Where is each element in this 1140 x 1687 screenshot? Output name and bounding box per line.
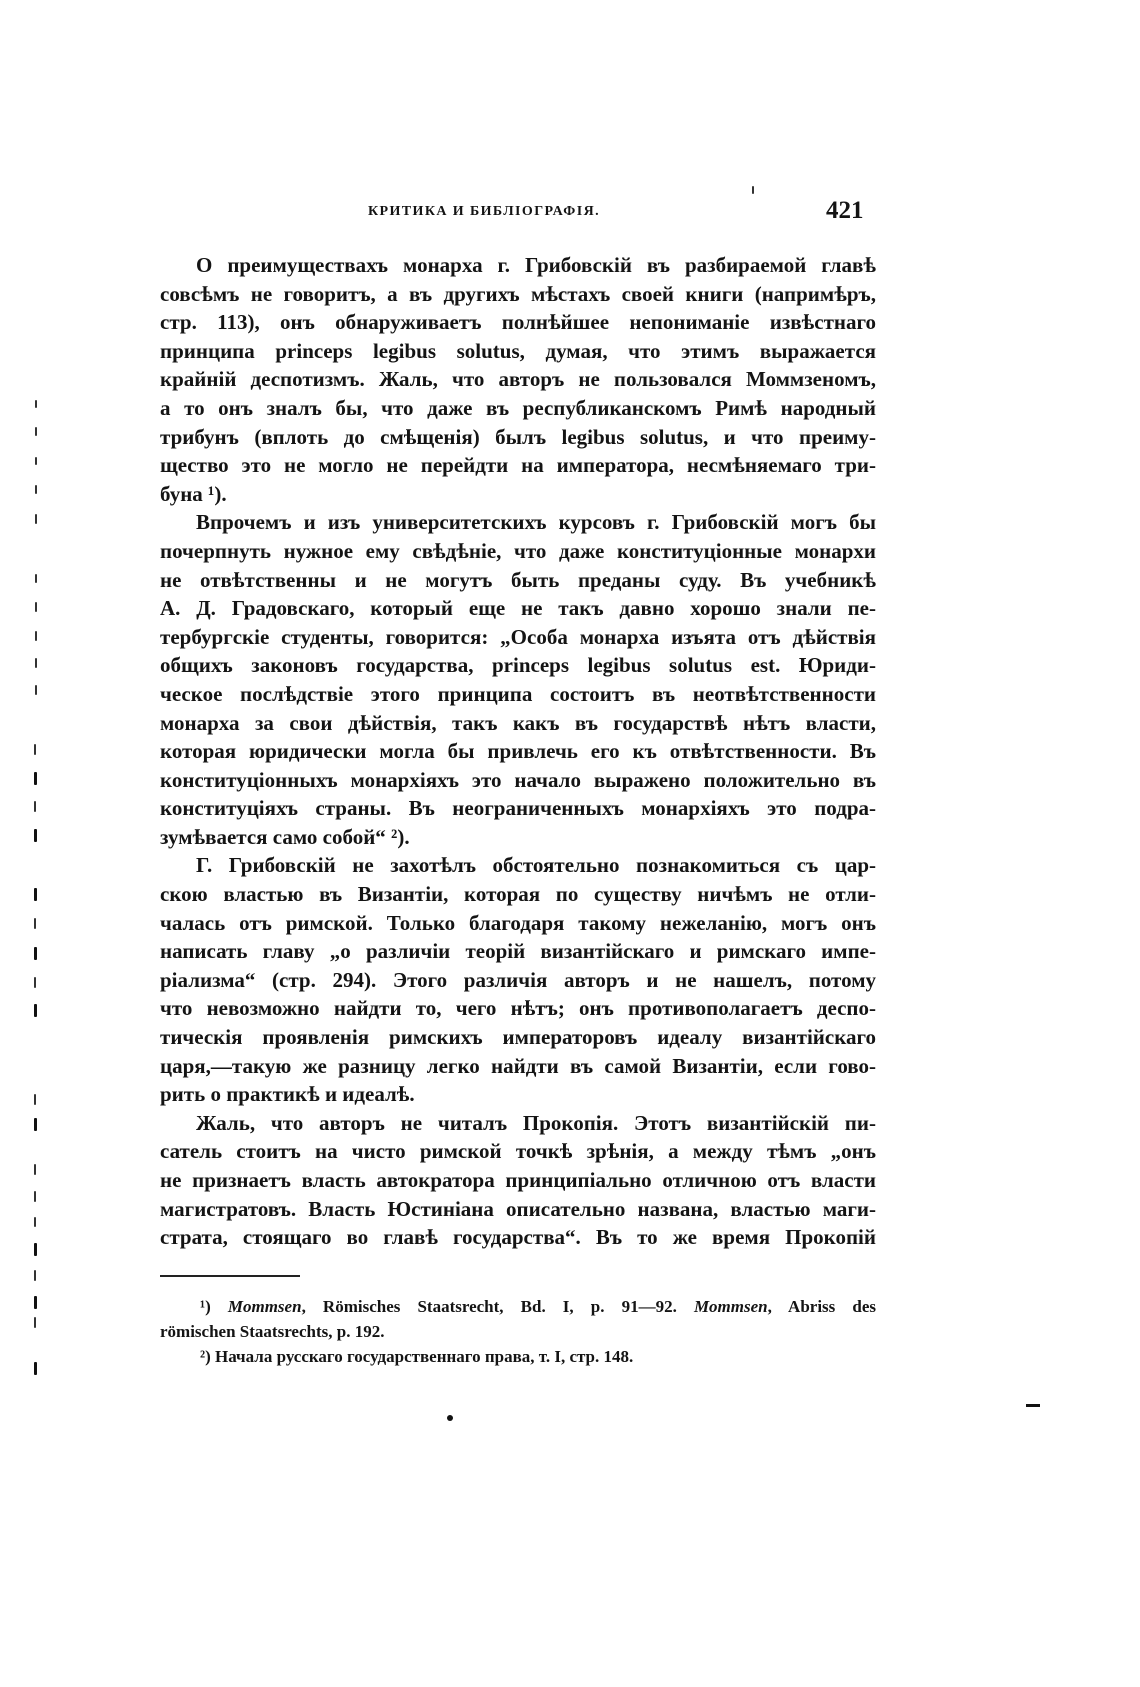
footnote-line	[160, 1344, 876, 1369]
edge-mark	[1026, 1404, 1040, 1407]
footnote-rule	[160, 1275, 300, 1277]
text-line: Г. Грибовскій не захотѣлъ обстоятельно познакомиться съ цар-	[196, 853, 876, 878]
text-line: чалась отъ римской. Только благодаря такому нежеланію, могъ онъ	[160, 910, 876, 935]
margin-mark	[34, 977, 36, 988]
margin-mark	[34, 888, 37, 901]
margin-mark	[34, 1243, 37, 1256]
margin-mark	[34, 1296, 37, 1309]
margin-mark	[34, 1217, 36, 1227]
footnote-marker: ¹)	[200, 1297, 211, 1316]
text-line: написать главу „о различіи теорій византійскаго и римскаго импе-	[160, 939, 876, 964]
text-line: принципа princeps legibus solutus, думая, что этимъ выражается	[160, 338, 876, 363]
margin-mark	[35, 631, 37, 641]
footnote-text: Начала русскаго государственнаго права, т. I, стр. 148.	[215, 1347, 634, 1366]
footnote-author: Mommsen	[227, 1297, 302, 1316]
margin-mark	[34, 1191, 36, 1202]
text-line: Жаль, что авторъ не читалъ Прокопія. Этотъ византійскій пи-	[196, 1110, 876, 1135]
margin-mark	[34, 947, 37, 960]
text-line: скою властью въ Византіи, которая по существу ничѣмъ не отли-	[160, 882, 876, 907]
footnote	[160, 1344, 876, 1369]
margin-mark	[34, 1118, 37, 1131]
margin-mark	[34, 829, 37, 842]
text-line: А. Д. Градовскаго, который еще не такъ давно хорошо знали пе-	[160, 596, 876, 621]
text-line: стр. 113), онъ обнаруживаетъ полнѣйшее непониманіе извѣстнаго	[160, 310, 876, 335]
text-line: не признаетъ власть автократора принципіально отличною отъ власти	[160, 1168, 876, 1192]
text-line: монарха за свои дѣйствія, такъ какъ въ государствѣ нѣтъ власти,	[160, 710, 876, 735]
footnote	[160, 1294, 876, 1344]
paragraph	[160, 1109, 876, 1252]
text-line: ріализма“ (стр. 294). Этого различія авторъ и не нашелъ, потому	[160, 967, 876, 992]
margin-mark	[34, 1164, 36, 1175]
margin-mark	[35, 400, 37, 408]
margin-mark	[34, 772, 37, 785]
text-line: рить о практикѣ и идеалѣ.	[160, 1082, 415, 1107]
margin-mark	[35, 427, 37, 436]
footnote-text: , Abriss des	[767, 1297, 876, 1316]
margin-mark	[34, 1270, 36, 1281]
margin-mark	[752, 186, 754, 194]
text-line: крайній деспотизмъ. Жаль, что авторъ не пользовался Моммзеномъ,	[160, 367, 876, 392]
margin-mark	[35, 457, 37, 465]
text-line: которая юридически могла бы привлечь его къ отвѣтственности. Въ	[160, 739, 876, 764]
text-line: тербургскіе студенты, говорится: „Особа монарха изъята отъ дѣйствія	[160, 624, 876, 649]
text-line: конституціонныхъ монархіяхъ это начало выражено положительно въ	[160, 767, 876, 792]
text-line: О преимуществахъ монарха г. Грибовскій въ разбираемой главѣ	[196, 253, 876, 277]
running-title: КРИТИКА И БИБЛІОГРАФІЯ.	[368, 204, 600, 219]
text-line: а то онъ зналъ бы, что даже въ республиканскомъ Римѣ народный	[160, 395, 876, 420]
margin-mark	[34, 1362, 37, 1375]
margin-mark	[35, 602, 37, 612]
text-line: что невозможно найдти то, чего нѣтъ; онъ противополагаетъ деспо-	[160, 996, 876, 1021]
footnote-text: , Römisches Staatsrecht, Bd. I, p. 91—92.	[301, 1297, 694, 1316]
text-line: щество это не могло не перейдти на императора, несмѣняемаго три-	[160, 453, 876, 478]
margin-mark	[34, 744, 36, 755]
text-line: буна ¹).	[160, 481, 227, 506]
margin-mark	[34, 918, 36, 929]
margin-mark	[35, 485, 37, 494]
paragraph	[160, 851, 876, 1108]
margin-mark	[35, 658, 37, 668]
text-line: Впрочемъ и изъ университетскихъ курсовъ г. Грибовскій могъ бы	[196, 510, 876, 535]
footnote-line	[160, 1294, 876, 1319]
text-line: совсѣмъ не говоритъ, а въ другихъ мѣстахъ своей книги (напримѣръ,	[160, 281, 876, 306]
text-line: магистратовъ. Власть Юстиніана описательно названа, властью маги-	[160, 1196, 876, 1221]
margin-mark	[35, 514, 37, 524]
paragraph	[160, 508, 876, 851]
text-line: страта, стоящаго во главѣ государства“. Въ то же время Прокопій	[160, 1225, 876, 1250]
ink-speck	[447, 1415, 453, 1421]
footnote-author: Mommsen	[693, 1297, 768, 1316]
text-line: сатель стоитъ на чисто римской точкѣ зрѣнія, а между тѣмъ „онъ	[160, 1139, 876, 1164]
text-line: ческое послѣдствіе этого принципа состоитъ въ неотвѣтственности	[160, 681, 876, 706]
margin-mark	[35, 574, 37, 583]
page-number: 421	[826, 197, 864, 224]
body-text	[160, 251, 876, 1252]
text-line: царя,—такую же разницу легко найдти въ самой Византіи, если гово-	[160, 1053, 876, 1078]
text-line: общихъ законовъ государства, princeps legibus solutus est. Юриди-	[160, 653, 876, 678]
footnotes	[160, 1294, 876, 1369]
text-line: конституціяхъ страны. Въ неограниченныхъ монархіяхъ это подра-	[160, 796, 876, 821]
text-line: трибунъ (вплоть до смѣщенія) былъ legibus solutus, и что преиму-	[160, 424, 876, 449]
margin-mark	[34, 801, 36, 812]
margin-mark	[34, 1094, 36, 1105]
text-line: тическія проявленія римскихъ императоровъ идеалу византійскаго	[160, 1025, 876, 1050]
text-line: зумѣвается само собой“ ²).	[160, 824, 410, 849]
text-line: почерпнуть нужное ему свѣдѣніе, что даже конституціонные монархи	[160, 538, 876, 563]
footnote-line: römischen Staatsrechts, p. 192.	[160, 1322, 385, 1341]
paragraph	[160, 251, 876, 508]
footnote-marker: ²)	[200, 1347, 211, 1366]
text-line: не отвѣтственны и не могутъ быть преданы суду. Въ учебникѣ	[160, 567, 876, 592]
margin-mark	[34, 1004, 37, 1017]
margin-mark	[35, 685, 37, 695]
margin-mark	[34, 1317, 36, 1328]
